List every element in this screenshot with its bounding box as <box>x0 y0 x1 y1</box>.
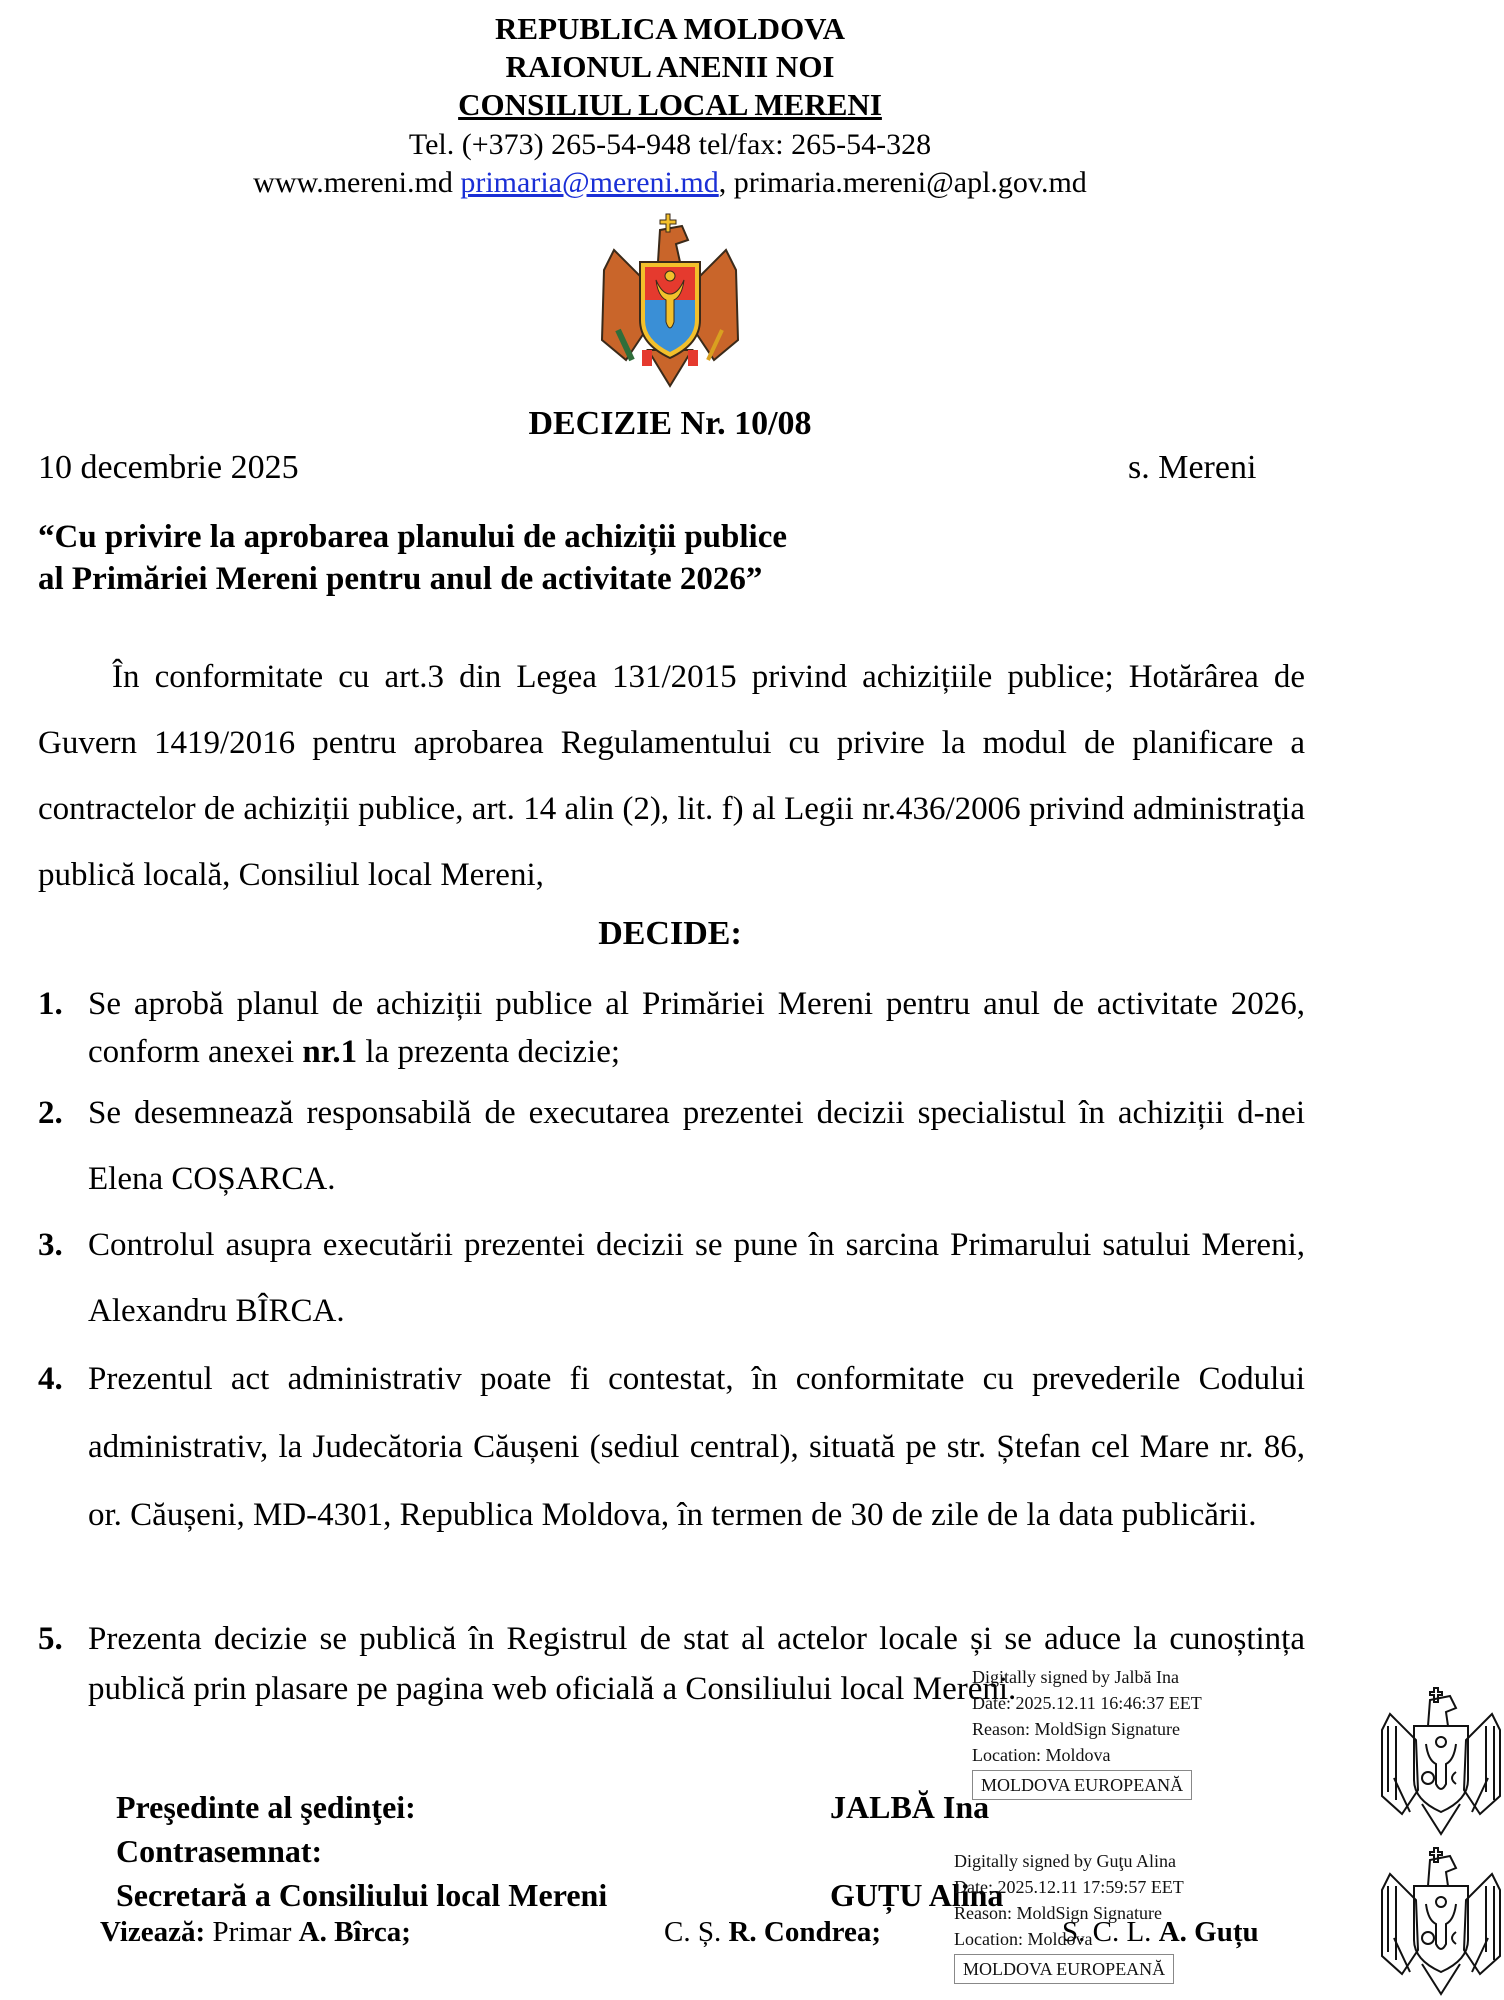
item-text: Prezentul act administrativ poate fi contestat, în conformitate cu prevederile Codului administrativ, la Judecătoria Căușeni (sediul central), situată pe str. Ștefan cel Mare nr. 86, or. Căușeni, MD-4301, Republica Moldova, în termen de 30 de zile de la data publicării. <box>88 1361 1305 1533</box>
secretary-name: GUȚU Alina <box>830 1877 1004 1913</box>
secretary-label: Secretară a Consiliului local Mereni <box>116 1877 608 1913</box>
viza-scl-name: A. Guțu <box>1158 1916 1259 1948</box>
header-council: CONSILIUL LOCAL MERENI <box>458 87 882 122</box>
signed-by: Digitally signed by Guţu Alina <box>954 1851 1176 1871</box>
viza-cs-title: C. Ș. <box>664 1916 722 1948</box>
decision-item-3 <box>38 1212 1305 1344</box>
item-text: Prezenta decizie se publică în Registrul de stat al actelor locale și se aduce la cunoștința publică prin plasare pe pagina web oficială a Consiliului local Mereni. <box>88 1621 1305 1707</box>
preamble-paragraph: În conformitate cu art.3 din Legea 131/2015 privind achizițiile publice; Hotărârea de Guvern 1419/2016 pentru aprobarea Regulamentului cu privire la modul de planificare a contractelor de achiziții publice, art. 14 alin (2), lit. f) al Legii nr.436/2006 privind administraţia publică locală, Consiliul local Mereni, <box>38 659 1305 893</box>
viza-mayor-name: A. Bîrca; <box>298 1916 411 1948</box>
header-country: REPUBLICA MOLDOVA <box>495 11 845 46</box>
signature-location: Location: Moldova <box>954 1929 1093 1949</box>
item-text: Controlul asupra executării prezentei decizii se pune în sarcina Primarului satului Mereni, Alexandru BÎRCA. <box>88 1227 1305 1329</box>
decision-item-4 <box>38 1345 1305 1549</box>
signature-reason: Reason: MoldSign Signature <box>954 1903 1162 1923</box>
header-phone: Tel. (+373) 265-54-948 tel/fax: 265-54-328 <box>408 128 932 161</box>
decision-subject <box>38 516 787 600</box>
email-link-secondary[interactable]: primaria.mereni@apl.gov.md <box>733 166 1087 199</box>
viza-mayor <box>100 1912 411 1952</box>
viza-label: Vizează: <box>100 1916 206 1948</box>
moldova-coat-of-arms-icon <box>596 210 744 388</box>
header-contacts <box>0 164 1340 202</box>
subject-line-1: “Cu privire la aprobarea planului de achiziții publice <box>38 519 788 555</box>
decision-title: DECIZIE Nr. 10/08 <box>528 405 812 442</box>
item-number: 3. <box>38 1227 63 1263</box>
president-label: Preşedinte al şedinţei: <box>116 1789 416 1825</box>
signed-by: Digitally signed by Jalbă Ina <box>972 1667 1179 1687</box>
item-text-end: la prezenta decizie; <box>357 1034 621 1070</box>
item-number: 2. <box>38 1095 63 1131</box>
decision-date: 10 decembrie 2025 <box>38 449 299 486</box>
signature-date: Date: 2025.12.11 16:46:37 EET <box>972 1693 1202 1713</box>
signature-badge: MOLDOVA EUROPEANĂ <box>954 1954 1174 1984</box>
email-separator: , <box>718 166 727 199</box>
item-number: 5. <box>38 1621 63 1657</box>
item-text: Se aprobă planul de achiziții publice al Primăriei Mereni pentru anul de activitate 2026, conform anexei <box>88 986 1305 1070</box>
decide-heading: DECIDE: <box>598 915 742 952</box>
viza-mayor-title: Primar <box>212 1916 292 1948</box>
header-district: RAIONUL ANENII NOI <box>505 49 835 84</box>
president-name: JALBĂ Ina <box>830 1789 990 1825</box>
decision-place: s. Mereni <box>1128 449 1257 486</box>
digital-signature-1[interactable] <box>972 1664 1272 1800</box>
signature-emblem-icon <box>1376 1846 1504 1996</box>
countersigned-label: Contrasemnat: <box>116 1833 323 1869</box>
item-number: 4. <box>38 1361 63 1397</box>
viza-cs <box>664 1912 881 1952</box>
signature-badge: MOLDOVA EUROPEANĂ <box>972 1770 1192 1800</box>
signature-reason: Reason: MoldSign Signature <box>972 1719 1180 1739</box>
viza-scl-title: S. C. L. <box>1062 1916 1152 1948</box>
viza-cs-name: R. Condrea; <box>728 1916 882 1948</box>
decision-item-1 <box>38 980 1305 1076</box>
subject-line-2: al Primăriei Mereni pentru anul de activitate 2026” <box>38 561 763 597</box>
annex-reference: nr.1 <box>302 1034 358 1070</box>
signature-location: Location: Moldova <box>972 1745 1111 1765</box>
item-number: 1. <box>38 986 63 1022</box>
digital-signature-2[interactable] <box>954 1848 1254 1984</box>
website-link[interactable]: www.mereni.md <box>253 166 453 199</box>
item-text: Se desemnează responsabilă de executarea prezentei decizii specialistul în achiziții d-nei Elena COȘARCA. <box>88 1095 1305 1197</box>
signature-date: Date: 2025.12.11 17:59:57 EET <box>954 1877 1184 1897</box>
signature-emblem-icon <box>1376 1686 1504 1836</box>
decision-item-2 <box>38 1080 1305 1212</box>
email-link-primary[interactable]: primaria@mereni.md <box>460 166 719 199</box>
